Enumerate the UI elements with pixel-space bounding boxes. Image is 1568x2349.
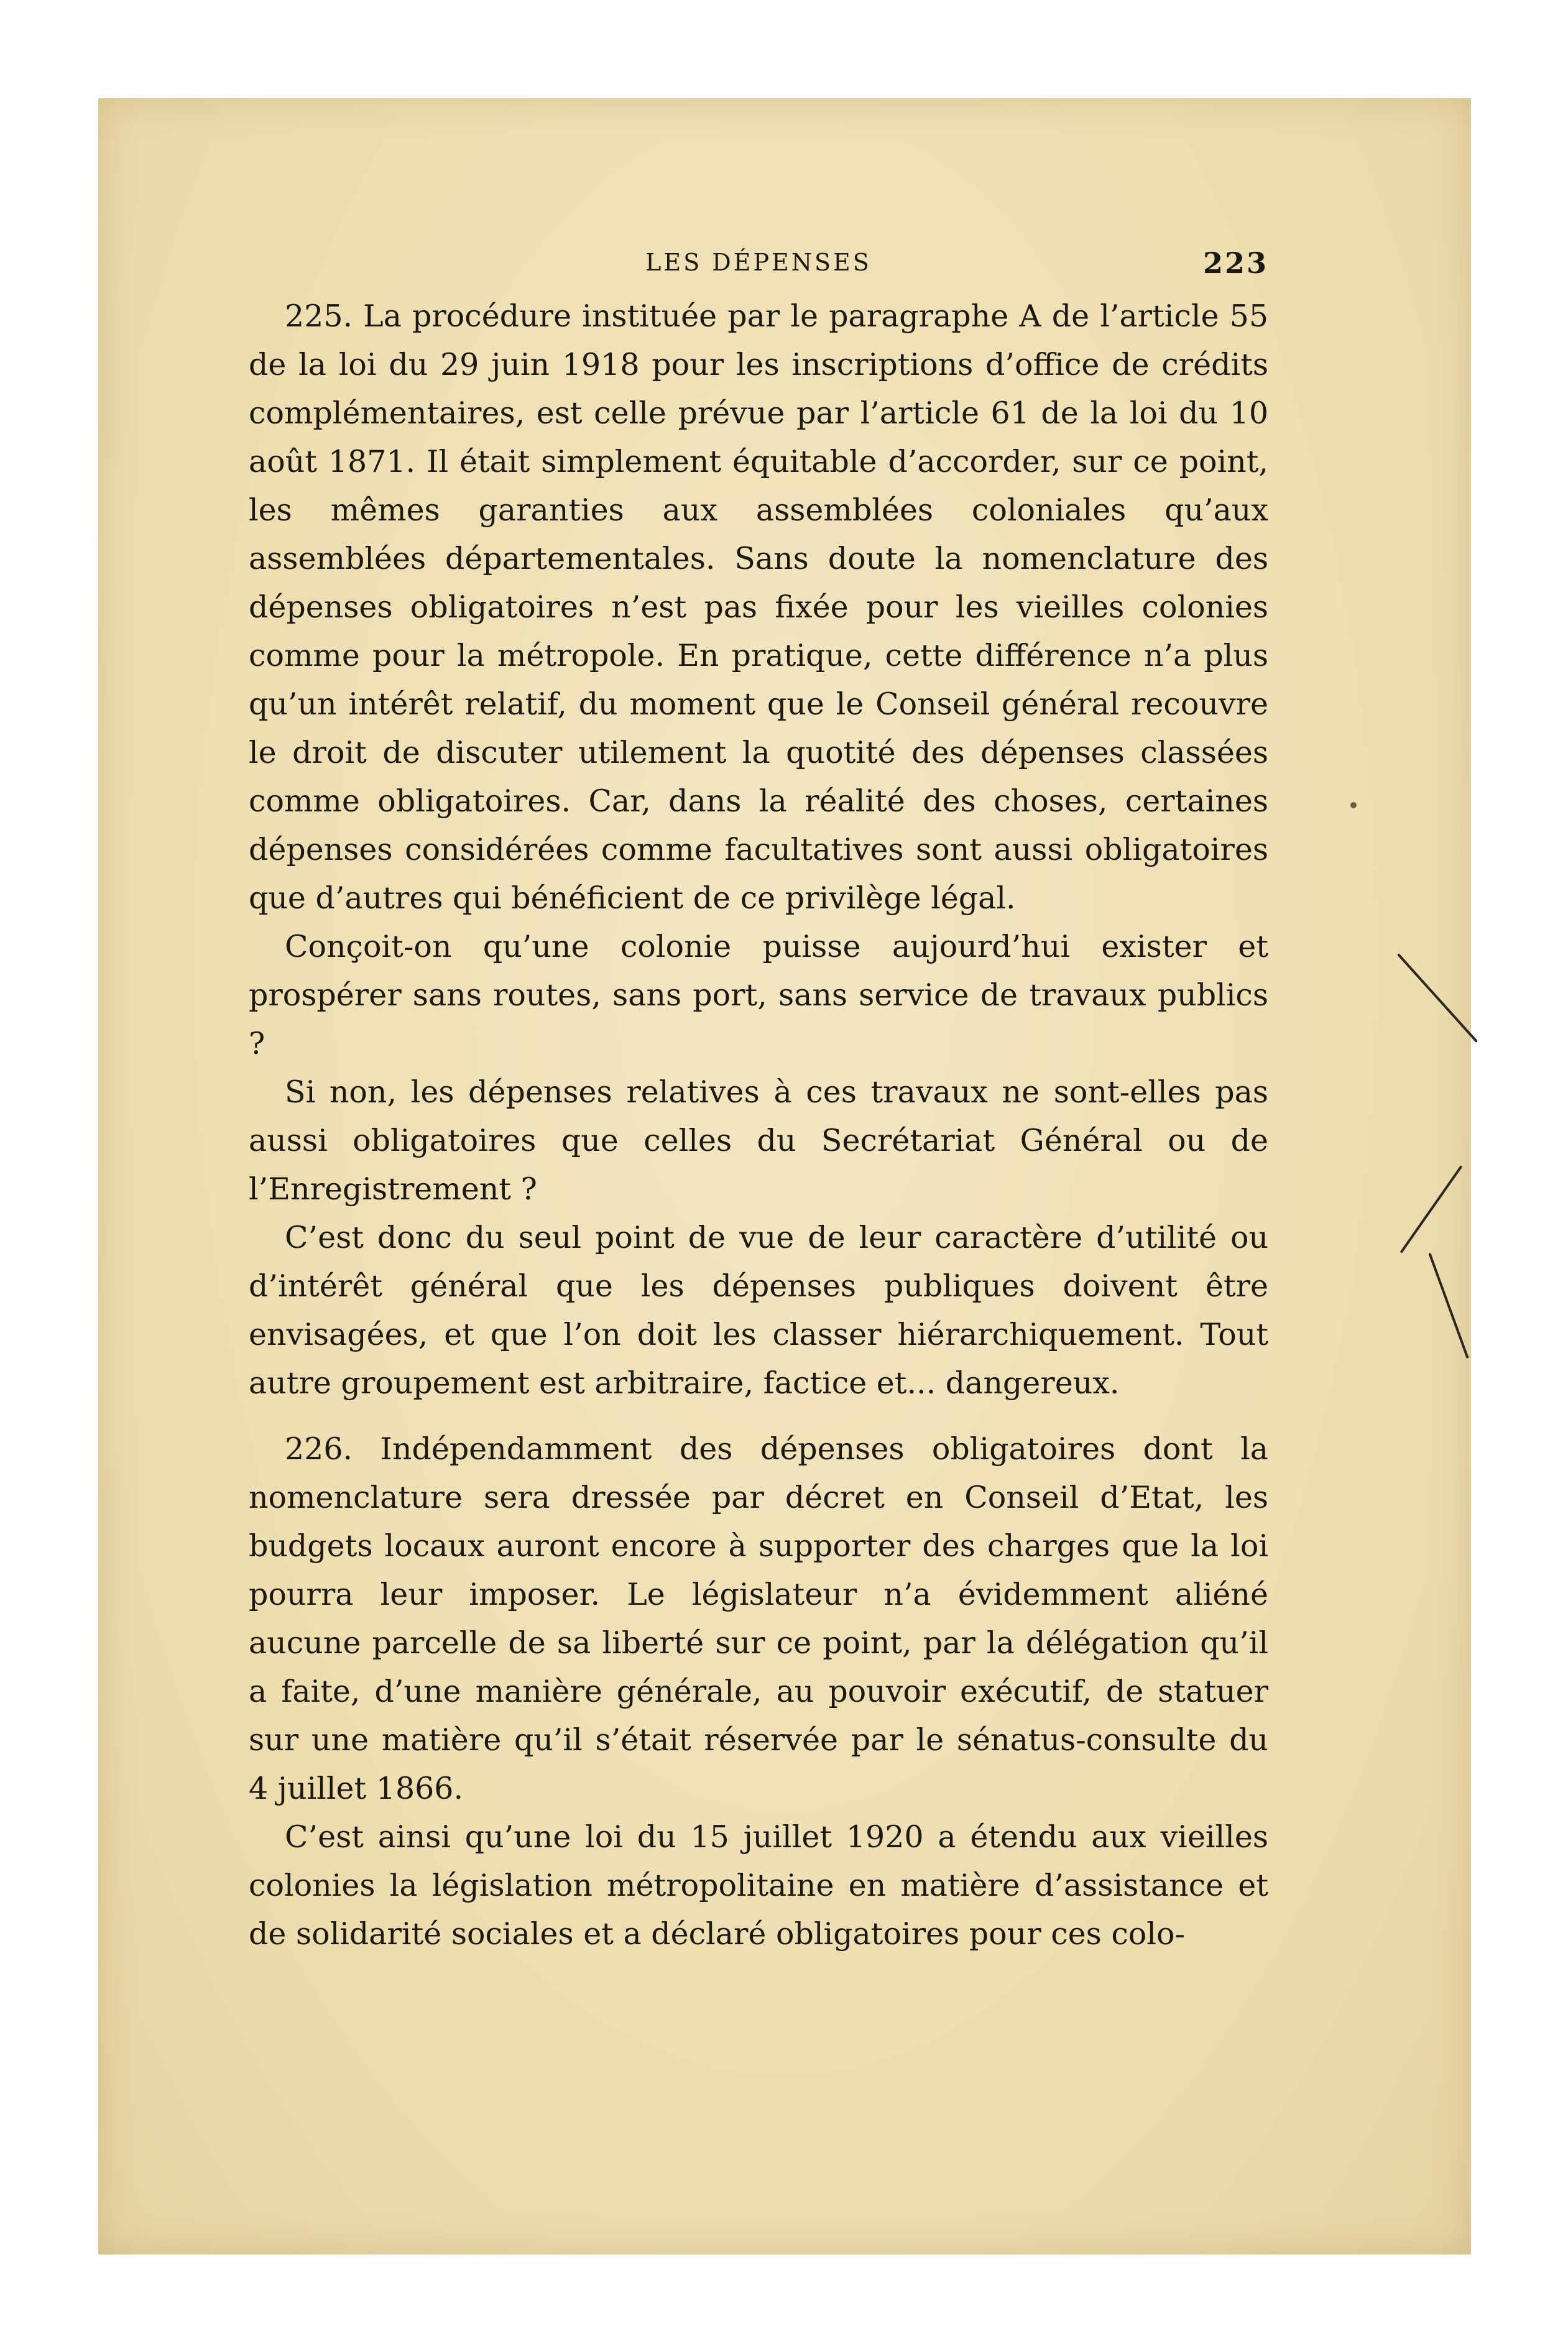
paragraph-226: 226. Indépendamment des dépenses obligatoires dont la nomenclature sera dressée par décret en Conseil d’Etat, les budgets locaux auront encore à supporter des charges que la loi pourra leur imposer. Le législateur n’a évidemment aliéné aucune parcelle de sa liberté sur ce point, par la délégation qu’il a faite, d’une manière générale, au pouvoir exécutif, de statuer sur une matière qu’il s’était réservée par le sénatus-consulte du 4 juillet 1866. bbox=[249, 1431, 1268, 1806]
running-header bbox=[249, 246, 1268, 292]
paragraph-loi-1920: C’est ainsi qu’une loi du 15 juillet 1920 a étendu aux vieilles colonies la législation métropolitaine en matière d’assistance et de solidarité sociales et a déclaré obligatoires pour ces colo- bbox=[249, 1819, 1268, 1952]
running-title: LES DÉPENSES bbox=[645, 249, 872, 276]
paragraph-colonie-question: Conçoit-on qu’une colonie puisse aujourd’hui exister et prospérer sans routes, sans port, sans service de travaux publics ? bbox=[249, 929, 1268, 1061]
page-number: 223 bbox=[1202, 246, 1268, 280]
paragraph-point-de-vue: C’est donc du seul point de vue de leur caractère d’utilité ou d’intérêt général que les dépenses publiques doivent être envisagées, et que l’on doit les classer hiérarchiquement. Tout autre groupement est arbitraire, factice et... dangereux. bbox=[249, 1220, 1268, 1401]
section-gap bbox=[249, 1408, 1268, 1425]
page-body bbox=[249, 246, 1268, 1959]
margin-dot bbox=[1350, 802, 1357, 808]
paragraph-225: 225. La procédure instituée par le paragraphe A de l’article 55 de la loi du 29 juin 1918 pour les inscriptions d’office de crédits complémentaires, est celle prévue par l’article 61 de la loi du 10 août 1871. Il était simplement équitable d’accorder, sur ce point, les mêmes garanties aux assemblées coloniales qu’aux assemblées départementales. Sans doute la nomenclature des dépenses obligatoires n’est pas fixée pour les vieilles colonies comme pour la métropole. En pratique, cette différence n’a plus qu’un intérêt relatif, du moment que le Conseil général recouvre le droit de discuter utilement la quotité des dépenses classées comme obligatoires. Car, dans la réalité des choses, certaines dépenses considérées comme facultatives sont aussi obligatoires que d’autres qui bénéficient de ce privilège légal. bbox=[249, 298, 1268, 916]
paragraph-si-non: Si non, les dépenses relatives à ces travaux ne sont-elles pas aussi obligatoires que celles du Secrétariat Général ou de l’Enregistrement ? bbox=[249, 1074, 1268, 1207]
